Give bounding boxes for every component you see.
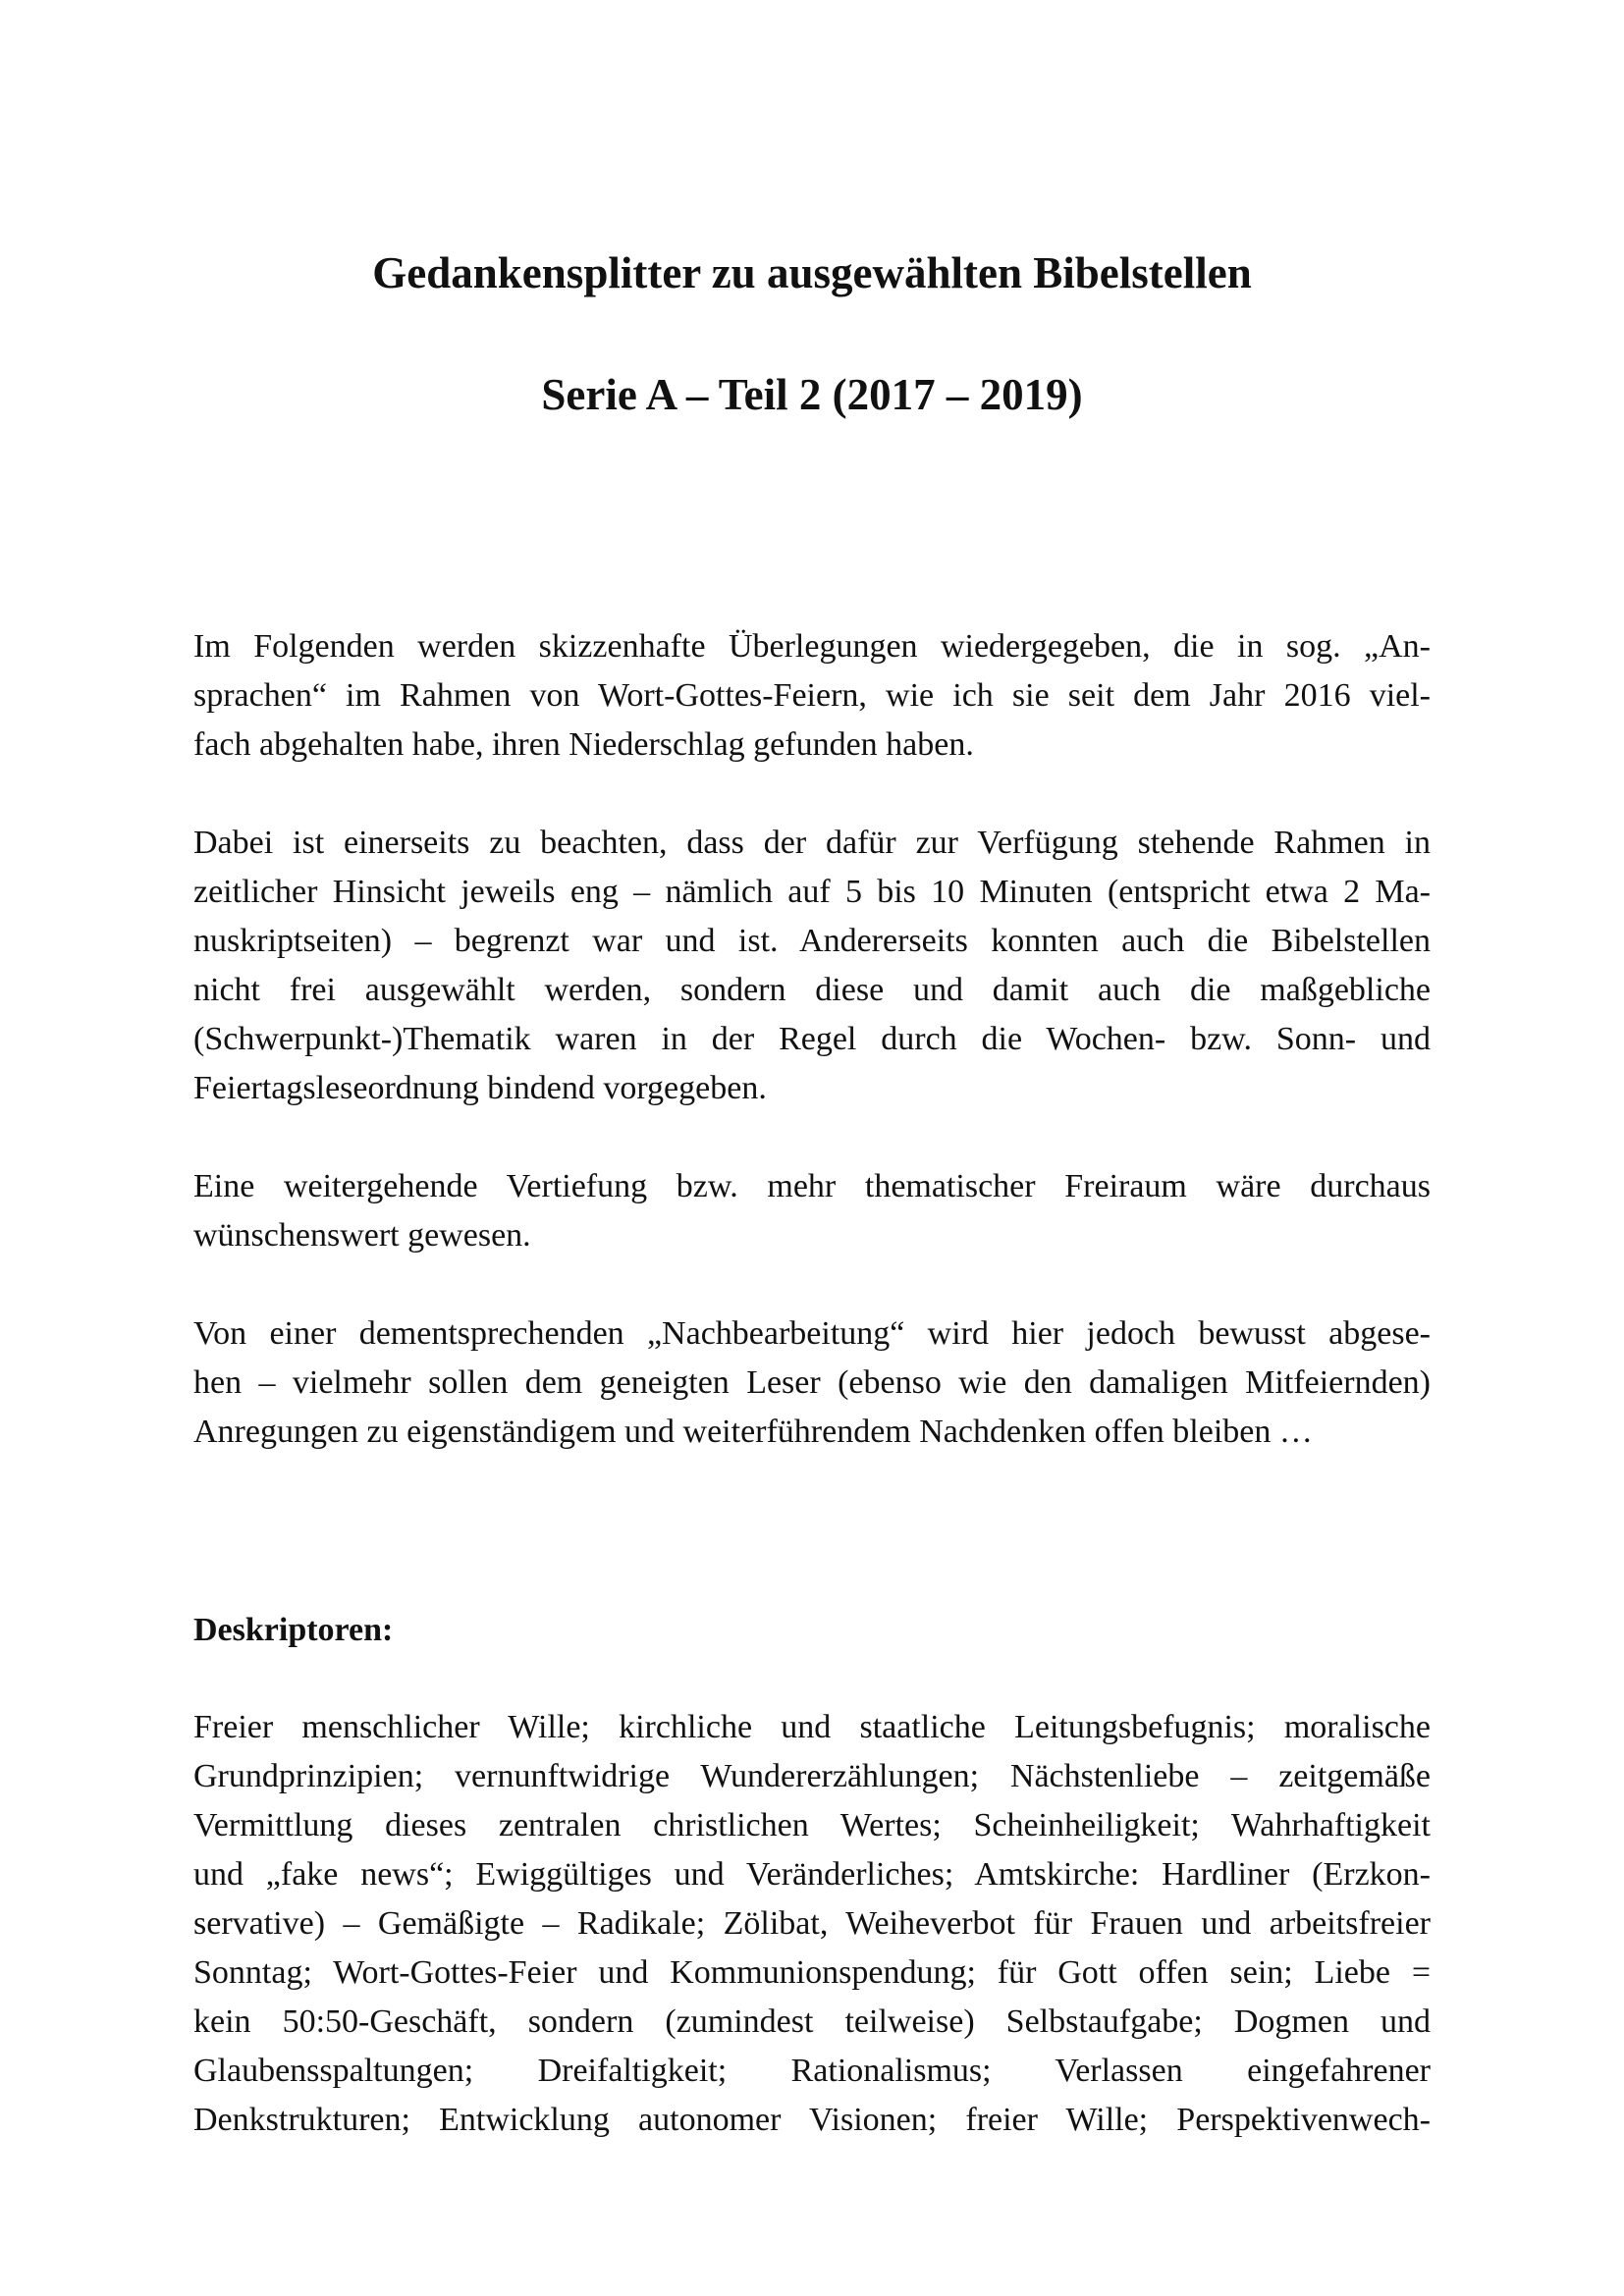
paragraph-line: Dabei ist einerseits zu beachten, dass der dafür zur Verfügung stehende Rahmen in	[193, 825, 1431, 861]
paragraph-line: (Schwerpunkt-)Thematik waren in der Regel durch die Wochen- bzw. Sonn- und	[193, 1021, 1431, 1057]
descriptor-line: servative) – Gemäßigte – Radikale; Zölibat, Weiheverbot für Frauen und arbeitsfreier	[193, 1905, 1431, 1942]
paragraph-line: hen – vielmehr sollen dem geneigten Leser (ebenso wie den damaligen Mitfeiernden)	[193, 1364, 1431, 1401]
document-subtitle: Serie A – Teil 2 (2017 – 2019)	[541, 370, 1083, 419]
descriptor-line: und „fake news“; Ewiggültiges und Veränderliches; Amtskirche: Hardliner (Erzkon-	[193, 1856, 1431, 1893]
paragraph-line: nuskriptseiten) – begrenzt war und ist. Andererseits konnten auch die Bibelstellen	[193, 923, 1431, 959]
descriptor-line: Freier menschlicher Wille; kirchliche und staatliche Leitungsbefugnis; moralische	[193, 1709, 1431, 1745]
paragraph-closing	[193, 1309, 1431, 1457]
descriptors-heading: Deskriptoren:	[193, 1612, 394, 1648]
paragraph-line: nicht frei ausgewählt werden, sondern diese und damit auch die maßgebliche	[193, 972, 1431, 1008]
paragraph-line: fach abgehalten habe, ihren Niederschlag gefunden haben.	[193, 726, 974, 763]
paragraph-wish	[193, 1162, 1431, 1260]
paragraph-line: Von einer dementsprechenden „Nachbearbeitung“ wird hier jedoch bewusst abgese-	[193, 1315, 1431, 1352]
descriptors-list	[193, 1703, 1431, 2145]
descriptor-line: Glaubensspaltungen; Dreifaltigkeit; Rationalismus; Verlassen eingefahrener	[193, 2053, 1431, 2089]
paragraph-constraints	[193, 819, 1431, 1113]
document-title: Gedankensplitter zu ausgewählten Bibelstellen	[372, 248, 1252, 297]
descriptor-line: kein 50:50-Geschäft, sondern (zumindest teilweise) Selbstaufgabe; Dogmen und	[193, 2003, 1431, 2040]
paragraph-line: Eine weitergehende Vertiefung bzw. mehr thematischer Freiraum wäre durchaus	[193, 1168, 1431, 1204]
paragraph-line: Feiertagsleseordnung bindend vorgegeben.	[193, 1070, 767, 1106]
paragraph-intro	[193, 622, 1431, 770]
paragraph-line: Anregungen zu eigenständigem und weiterführendem Nachdenken offen bleiben …	[193, 1414, 1313, 1450]
paragraph-line: wünschenswert gewesen.	[193, 1217, 531, 1254]
paragraph-line: zeitlicher Hinsicht jeweils eng – nämlich auf 5 bis 10 Minuten (entspricht etwa 2 Ma-	[193, 874, 1431, 910]
descriptor-line: Vermittlung dieses zentralen christlichen Wertes; Scheinheiligkeit; Wahrhaftigkeit	[193, 1807, 1431, 1843]
paragraph-line: sprachen“ im Rahmen von Wort-Gottes-Feiern, wie ich sie seit dem Jahr 2016 viel-	[193, 677, 1431, 714]
descriptor-line: Sonntag; Wort-Gottes-Feier und Kommunionspendung; für Gott offen sein; Liebe =	[193, 1954, 1431, 1991]
descriptor-line: Denkstrukturen; Entwicklung autonomer Visionen; freier Wille; Perspektivenwech-	[193, 2102, 1431, 2138]
descriptor-line: Grundprinzipien; vernunftwidrige Wundererzählungen; Nächstenliebe – zeitgemäße	[193, 1758, 1431, 1794]
paragraph-line: Im Folgenden werden skizzenhafte Überlegungen wiedergegeben, die in sog. „An-	[193, 628, 1431, 665]
